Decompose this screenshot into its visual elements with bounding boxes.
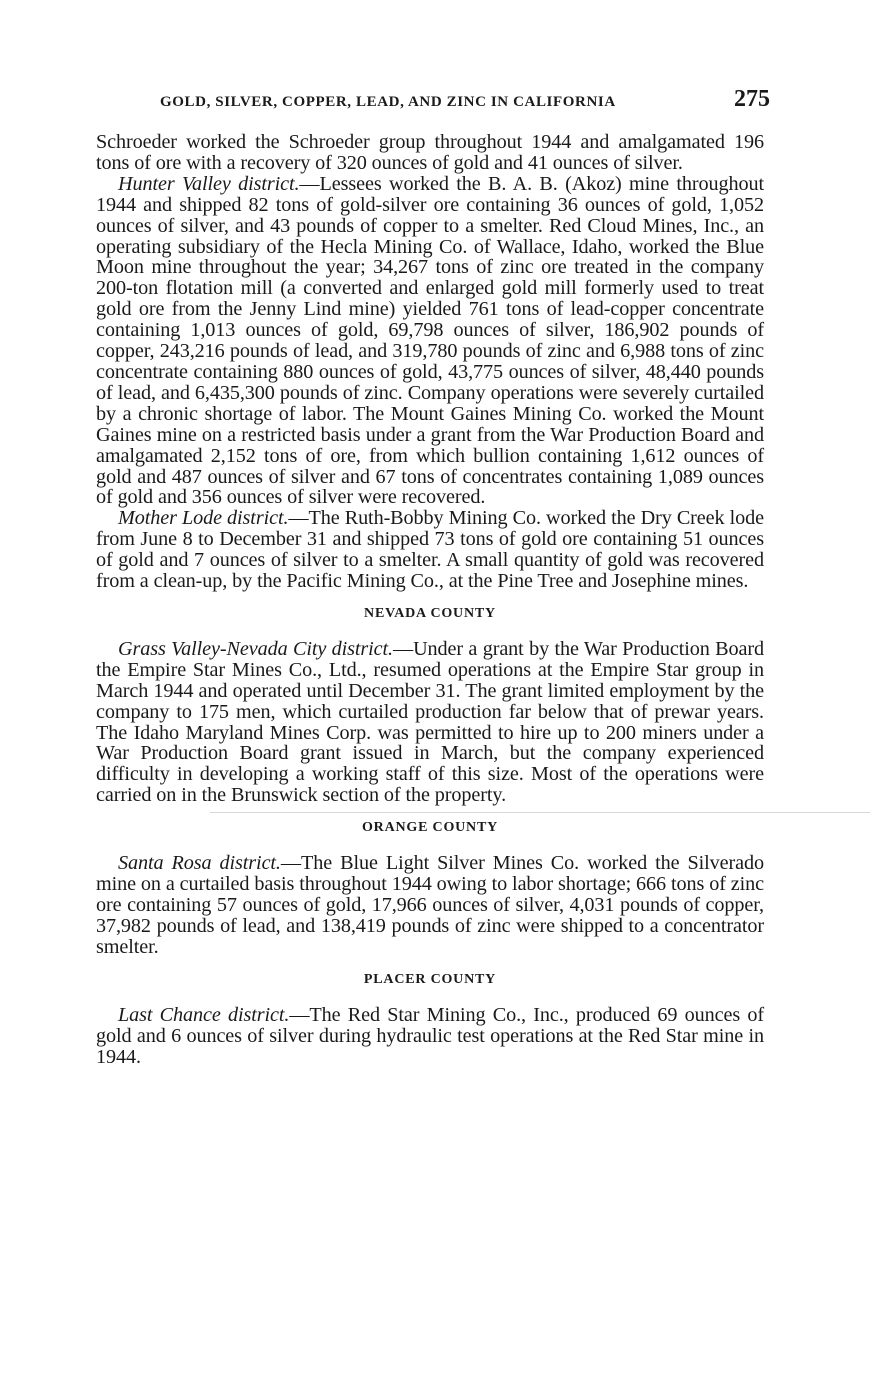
district-name: Hunter Valley district. [118, 172, 300, 195]
paragraph-schroeder [96, 132, 764, 174]
paragraph-grass-valley [96, 639, 764, 806]
running-title: GOLD, SILVER, COPPER, LEAD, AND ZINC IN CALIFORNIA [160, 94, 616, 110]
paragraph-text: —Lessees worked the B. A. B. (Akoz) mine throughout 1944 and shipped 82 tons of gold-silver ore containing 36 ounces of gold, 1,052 ounces of silver, and 43 pounds of copper to a smelter. Red Cloud Mines, Inc., an operating subsidiary of the Hecla Mining Co. of Wallace, Idaho, worked the Blue Moon mine throughout the year; 34,267 tons of zinc ore treated in the company 200-ton flotation mill (a converted and enlarged gold mill formerly used to treat gold ore from the Jenny Lind mine) yielded 761 tons of lead-copper concentrate containing 1,013 ounces of gold, 69,798 ounces of silver, 186,902 pounds of copper, 243,216 pounds of lead, and 319,780 pounds of zinc and 6,988 tons of zinc concentrate containing 880 ounces of gold, 43,775 ounces of silver, 48,440 pounds of lead, and 6,435,300 pounds of zinc. Company operations were severely curtailed by a chronic shortage of labor. The Mount Gaines Mining Co. worked the Mount Gaines mine on a restricted basis under a grant from the War Production Board and amalgamated 2,152 tons of ore, from which bullion containing 1,612 ounces of gold and 487 ounces of silver and 67 tons of concentrates containing 1,089 ounces of gold and 356 ounces of silver were recovered. [96, 172, 764, 509]
section-heading-nevada: NEVADA COUNTY [364, 605, 496, 621]
district-name: Mother Lode district. [118, 507, 289, 530]
section-heading-placer: PLACER COUNTY [363, 971, 497, 987]
paragraph-santa-rosa [96, 853, 764, 958]
section-heading-orange: ORANGE COUNTY [361, 820, 499, 836]
paragraph-text: —Under a grant by the War Production Board the Empire Star Mines Co., Ltd., resumed operations at the Empire Star group in March 1944 and operated until December 31. The grant limited employment by the company to 175 men, which curtailed production far below that of prewar years. The Idaho Maryland Mines Corp. was permitted to hire up to 200 miners under a War Production Board grant issued in March, but the company experienced difficulty in developing a working staff of this size. Most of the operations were carried on in the Brunswick section of the property. [96, 637, 764, 807]
paragraph-text: Schroeder worked the Schroeder group throughout 1944 and amalgamated 196 tons of ore with a recovery of 320 ounces of gold and 41 ounces of silver. [96, 131, 764, 174]
page-header [160, 86, 770, 113]
district-name: Santa Rosa district. [118, 852, 281, 875]
paragraph-text: —The Blue Light Silver Mines Co. worked the Silverado mine on a curtailed basis throughout 1944 owing to labor shortage; 666 tons of zinc ore containing 57 ounces of gold, 17,966 ounces of silver, 4,031 pounds of copper, 37,982 pounds of lead, and 138,419 pounds of zinc were shipped to a concentrator smelter. [96, 852, 764, 958]
paragraph-text: —The Red Star Mining Co., Inc., produced 69 ounces of gold and 6 ounces of silver during hydraulic test operations at the Red Star mine in 1944. [96, 1003, 764, 1068]
district-name: Last Chance district. [118, 1003, 290, 1026]
district-name: Grass Valley-Nevada City district. [118, 637, 393, 660]
page-body [96, 132, 764, 1067]
paragraph-mother-lode [96, 508, 764, 592]
paragraph-hunter-valley [96, 174, 764, 509]
page-number: 275 [734, 86, 770, 112]
paragraph-last-chance [96, 1005, 764, 1068]
paragraph-text: —The Ruth-Bobby Mining Co. worked the Dry Creek lode from June 8 to December 31 and shipped 73 tons of gold ore containing 51 ounces of gold and 7 ounces of silver to a smelter. A small quantity of gold was recovered from a clean-up, by the Pacific Mining Co., at the Pine Tree and Josephine mines. [96, 507, 765, 593]
